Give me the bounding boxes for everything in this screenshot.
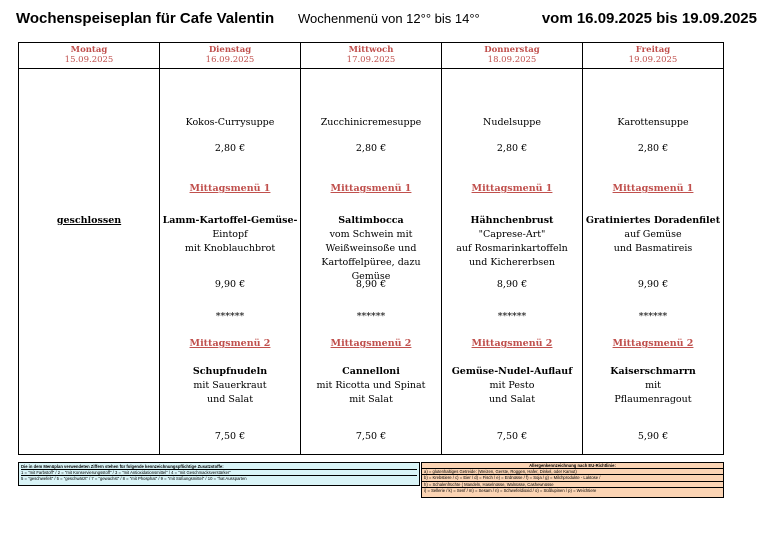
soup: Nudelsuppe <box>483 117 541 128</box>
day-header-wednesday: Mittwoch 17.09.2025 <box>301 43 442 69</box>
day-cell-tuesday <box>160 69 301 455</box>
day-header-tuesday: Dienstag 16.09.2025 <box>160 43 301 69</box>
date-range: vom 16.09.2025 bis 19.09.2025 <box>541 10 757 27</box>
soup: Kokos-Currysuppe <box>185 117 275 128</box>
menu1-label: Mittagsmenü 1 <box>189 183 271 194</box>
additives-legend-title: Die in dem Menüplan verwendeten Ziffern stehen für folgende kennzeichnungspflichtige Zusatzstoffe: <box>21 464 224 469</box>
day-cell-friday <box>583 69 724 455</box>
menu1-label: Mittagsmenü 1 <box>471 183 553 194</box>
menu2-price: 7,50 € <box>355 431 387 442</box>
allergens-legend-line: b) = Krebstiere / c) = Eier / d) = Fisch / e) = Erdnüsse / f) = Soja / g) = Milchprodukte - Laktose / <box>422 475 723 481</box>
table-body-row <box>19 69 724 455</box>
menu2-label: Mittagsmenü 2 <box>189 338 271 349</box>
allergens-legend <box>421 462 724 498</box>
menu1-price: 8,90 € <box>496 279 528 290</box>
menu1-description: Hähnchenbrust "Caprese-Art" auf Rosmarinkartoffeln und Kichererbsen <box>456 215 568 268</box>
allergens-legend-line: i) = Sellerie / k) = Senf / m) = Sesam / n) = Schwefeldioxid / o) = Süßlupinen / p) = Weichtiere <box>424 487 597 493</box>
menu2-description: Gemüse-Nudel-Auflauf mit Pesto und Salat <box>451 366 573 405</box>
day-cell-wednesday <box>301 69 442 455</box>
menu2-label: Mittagsmenü 2 <box>471 338 553 349</box>
soup-price: 2,80 € <box>637 143 669 154</box>
table-header-row <box>19 43 724 69</box>
additives-legend <box>18 462 420 486</box>
menu2-description: Kaiserschmarrn mit Pflaumenragout <box>610 366 696 405</box>
soup: Karottensuppe <box>617 117 689 128</box>
menu2-price: 7,50 € <box>496 431 528 442</box>
day-header-friday: Freitag 19.09.2025 <box>583 43 724 69</box>
additives-legend-line: 5 = "geschwefelt" / 5 = "geschwärzt" / 7 = "gewachst" / 8 = "mit Phosphat" / 9 = "mit Süßungsmittel" / 10 = "hat Aussparten <box>21 475 417 481</box>
menu-table <box>18 42 724 455</box>
menu1-price: 9,90 € <box>637 279 669 290</box>
menu2-price: 7,50 € <box>214 431 246 442</box>
menu2-label: Mittagsmenü 2 <box>330 338 412 349</box>
menu2-description: Schupfnudeln mit Sauerkraut und Salat <box>192 366 268 405</box>
day-header-monday: Montag 15.09.2025 <box>19 43 160 69</box>
day-header-thursday: Donnerstag 18.09.2025 <box>442 43 583 69</box>
menu1-price: 8,90 € <box>355 279 387 290</box>
menu2-label: Mittagsmenü 2 <box>612 338 694 349</box>
day-cell-monday <box>19 69 160 455</box>
allergens-legend-line: a) = glutenhaltiges Getreide: (Weizen, Gerste, Roggen, Hafer, Dinkel, oder Kamut) <box>422 469 723 475</box>
allergens-legend-title: Allergenkennzeichnung nach EU-Richtlinie: <box>422 463 723 469</box>
separator: ****** <box>215 311 245 322</box>
day-cell-thursday <box>442 69 583 455</box>
soup: Zucchinicremesuppe <box>320 117 422 128</box>
separator: ****** <box>497 311 527 322</box>
soup-price: 2,80 € <box>355 143 387 154</box>
menu1-label: Mittagsmenü 1 <box>330 183 412 194</box>
closed-label: geschlossen <box>56 215 122 226</box>
menu2-description: Cannelloni mit Ricotta und Spinat mit Salat <box>316 366 426 405</box>
separator: ****** <box>356 311 386 322</box>
soup-price: 2,80 € <box>496 143 528 154</box>
menu1-description: Lamm-Kartoffel-Gemüse- Eintopf mit Knoblauchbrot <box>162 215 298 254</box>
menu1-price: 9,90 € <box>214 279 246 290</box>
soup-price: 2,80 € <box>214 143 246 154</box>
separator: ****** <box>638 311 668 322</box>
menu1-description: Saltimbocca vom Schwein mit Weißweinsoße und Kartoffelpüree, dazu Gemüse <box>321 215 421 282</box>
allergens-legend-line: h) = Schalenfrüchte ( Mandeln, Haselnüsse, Walnüsse, Cashewnüsse <box>422 482 723 488</box>
serving-hours: Wochenmenü von 12°° bis 14°° <box>298 11 480 26</box>
page-title: Wochenspeiseplan für Cafe Valentin <box>16 10 275 27</box>
additives-legend-line: 1 = "mit Farbstoff" / 2 = "mit Konservierungsstoff" / 3 = "mit Antioxidationsmittel" / 4 = "mit Geschmacksverstärker" <box>21 469 417 475</box>
menu1-label: Mittagsmenü 1 <box>612 183 694 194</box>
menu1-description: Gratiniertes Doradenfilet auf Gemüse und Basmatireis <box>585 215 721 254</box>
menu2-price: 5,90 € <box>637 431 669 442</box>
